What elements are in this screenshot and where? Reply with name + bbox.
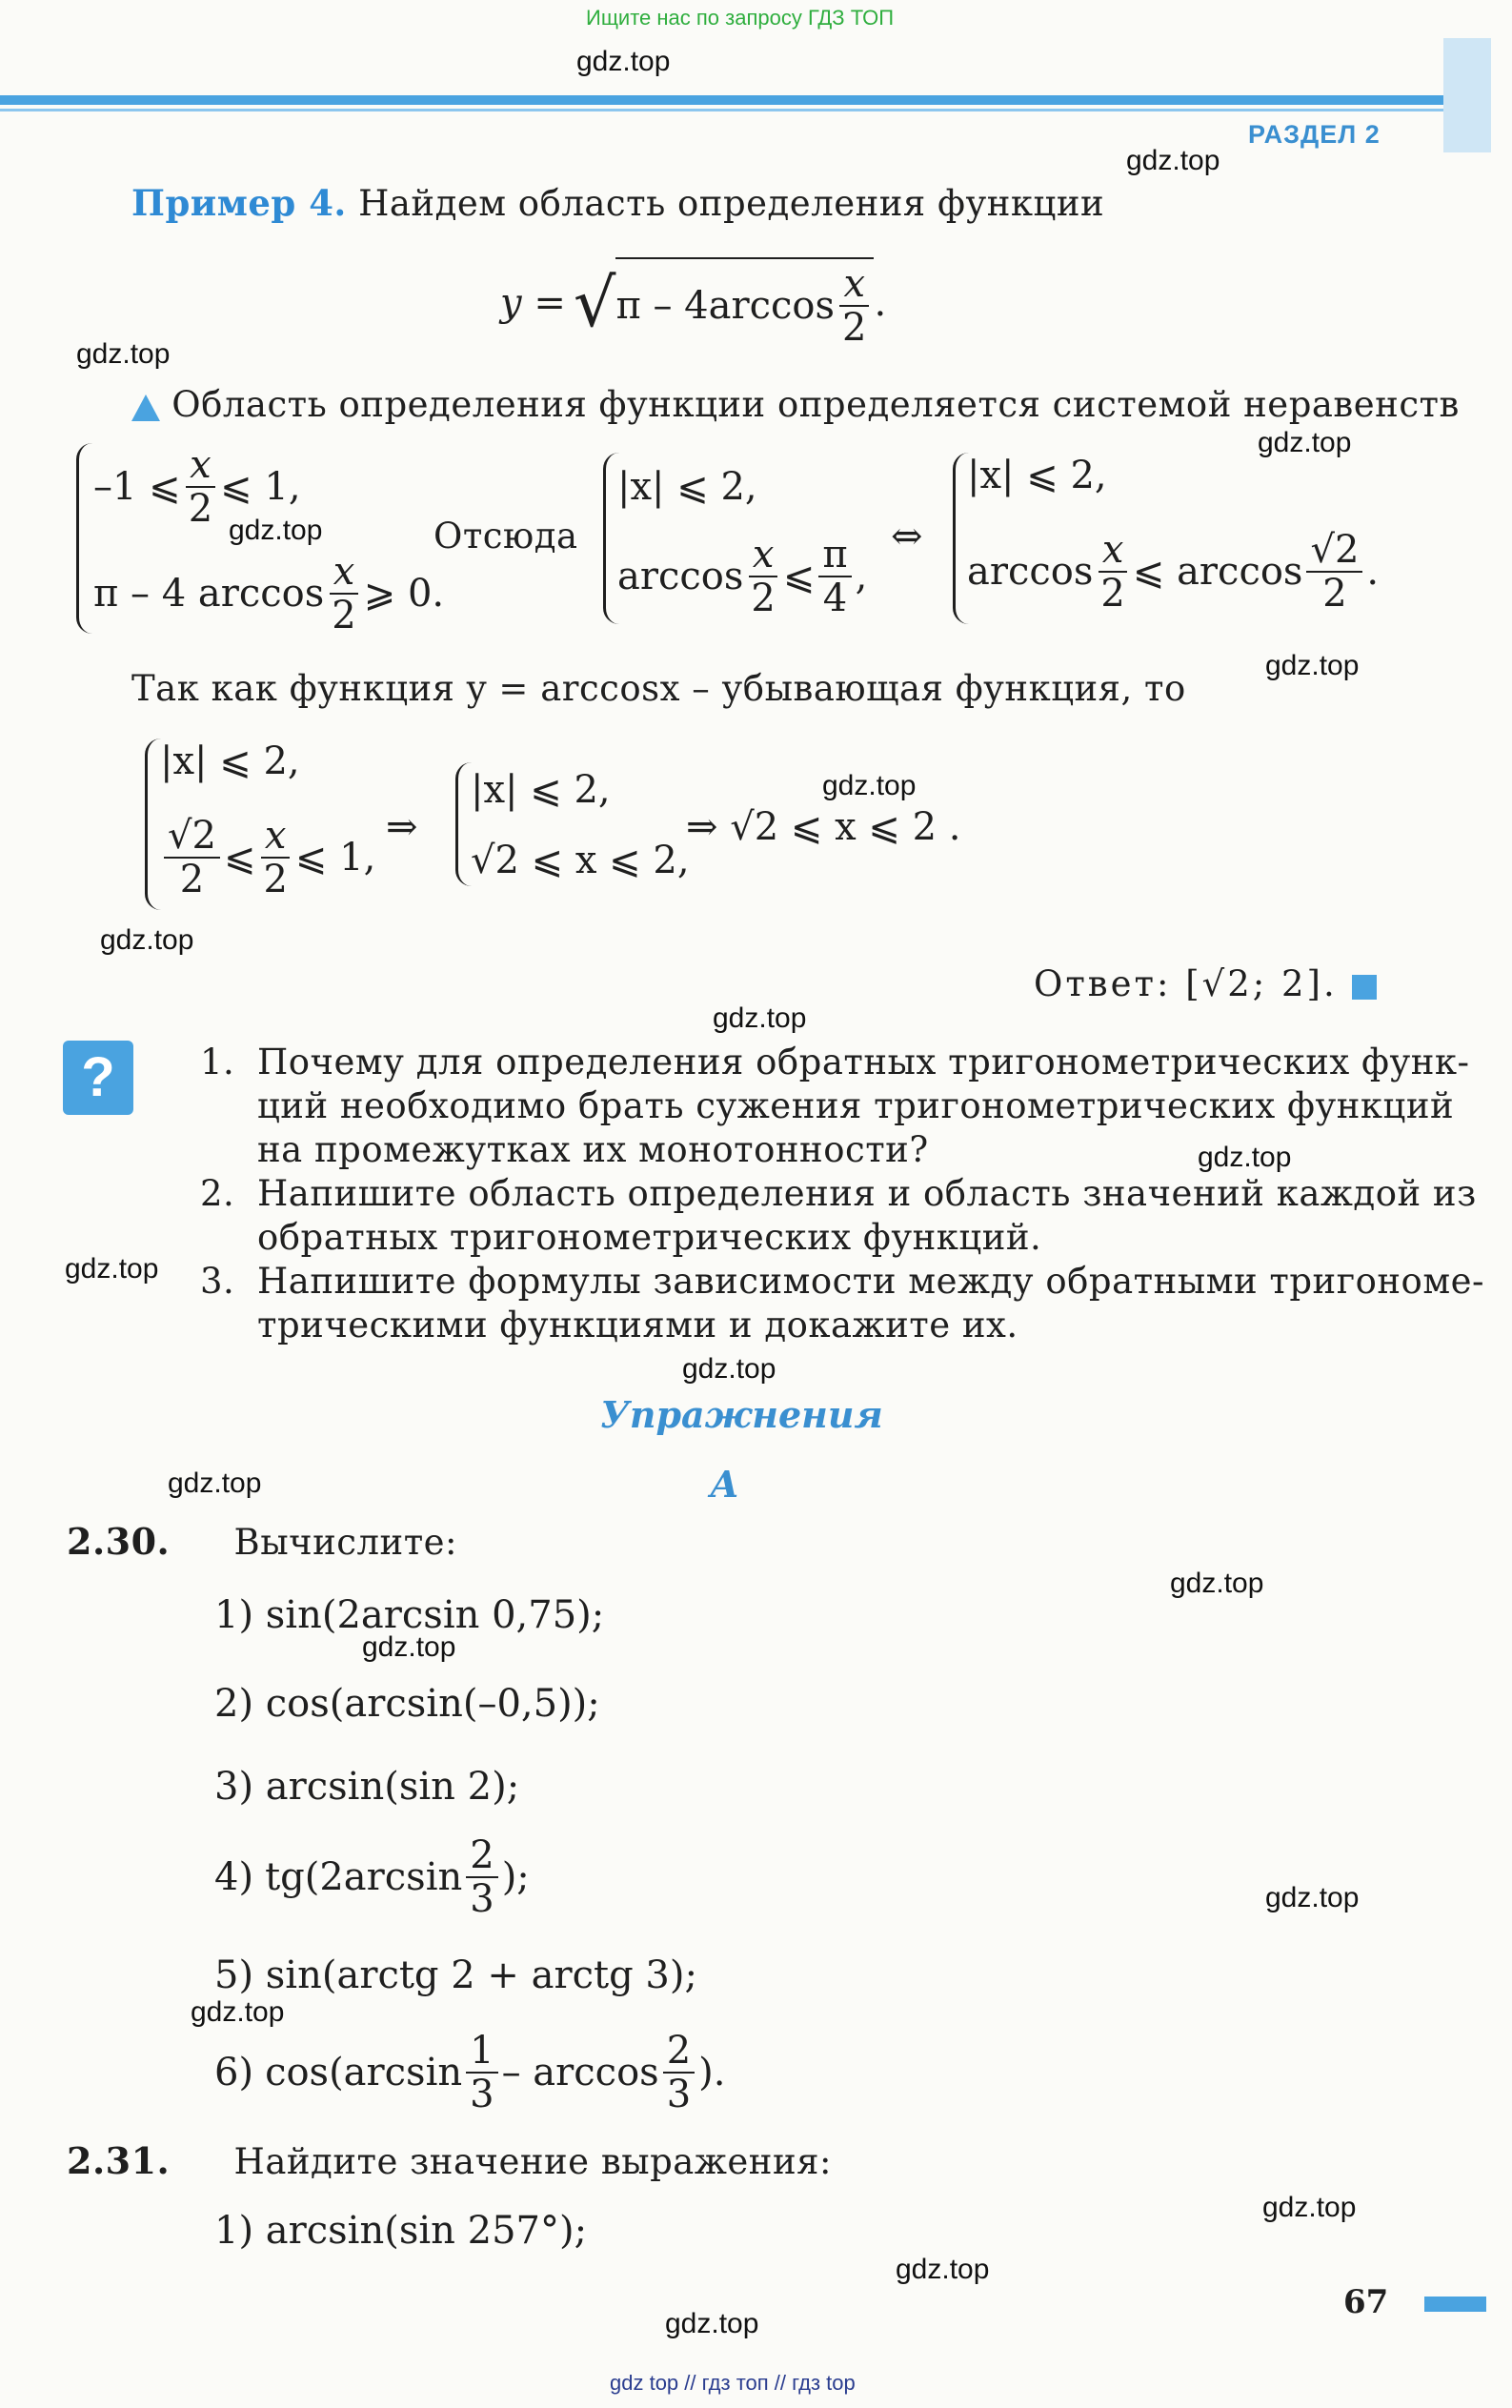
question-3-line2: трическими функциями и докажите их. xyxy=(257,1305,1018,1346)
header-bar xyxy=(0,95,1486,105)
sys4-line2-b: ⩽ xyxy=(223,836,256,880)
sys4-line2-c: ⩽ 1, xyxy=(294,836,376,880)
question-2-num: 2. xyxy=(200,1173,235,1214)
ex230-item6-frac1-den: 3 xyxy=(470,2073,494,2116)
question-1-line1: Почему для определения обратных тригонометрических функ- xyxy=(257,1042,1470,1083)
ex230-item6-frac1-num: 1 xyxy=(466,2030,497,2074)
sys2-frac2-den: 4 xyxy=(822,577,848,620)
watermark: gdz.top xyxy=(65,1253,159,1285)
formula-root: π – 4arccos xyxy=(615,284,835,328)
ex230-item4-num: 4) xyxy=(214,1855,254,1899)
sys2-frac1-den: 2 xyxy=(751,577,776,620)
sys3-frac2-den: 2 xyxy=(1322,572,1347,616)
ex230-item6-expr-a: cos(arcsin xyxy=(265,2051,463,2094)
system4-line2 xyxy=(160,815,375,900)
corner-tab xyxy=(1443,38,1491,152)
iff-symbol: ⇔ xyxy=(891,515,923,558)
watermark: gdz.top xyxy=(229,515,323,546)
watermark: gdz.top xyxy=(191,1996,285,2028)
ex230-item6-mid: – arccos xyxy=(501,2051,659,2094)
triangle-marker-icon xyxy=(131,395,160,421)
example-label: Пример 4. xyxy=(131,182,347,224)
question-2-line1: Напишите область определения и область значений каждой из xyxy=(257,1173,1477,1214)
ex230-item2-expr: cos(arcsin(–0,5)); xyxy=(265,1682,600,1726)
watermark: gdz.top xyxy=(1265,1882,1360,1913)
formula-radicand xyxy=(615,257,874,349)
sys3-frac1-den: 2 xyxy=(1100,572,1125,616)
watermark: gdz.top xyxy=(822,770,917,801)
ex230-item5 xyxy=(214,1953,697,1997)
question-1-line3: на промежутках их монотонности? xyxy=(257,1129,929,1170)
system1-line2 xyxy=(93,551,444,637)
example-intro: Найдем область определения функции xyxy=(358,183,1105,224)
question-2-line2: обратных тригонометрических функций. xyxy=(257,1217,1042,1258)
watermark: gdz.top xyxy=(896,2254,990,2285)
sys3-frac2 xyxy=(1306,529,1362,615)
watermark: gdz.top xyxy=(168,1467,262,1499)
bottom-banner: gdz top // гдз топ // гдз top xyxy=(610,2371,856,2395)
sys3-dot: . xyxy=(1366,550,1380,594)
system5-line1: |x| ⩽ 2, xyxy=(471,768,611,812)
watermark: gdz.top xyxy=(1262,2192,1357,2223)
page-number: 67 xyxy=(1343,2283,1389,2321)
sys4-frac1 xyxy=(164,815,220,900)
system-brace-4 xyxy=(145,739,161,910)
implies-symbol: ⇒ xyxy=(386,805,418,849)
system-brace-5 xyxy=(455,762,472,886)
ex230-item6-frac1 xyxy=(466,2030,497,2115)
frac-den: 2 xyxy=(842,306,867,350)
sqrt-sign: √ xyxy=(573,264,616,342)
sys1-frac2-num: x xyxy=(330,551,359,595)
frac-num: x xyxy=(839,263,869,307)
watermark: gdz.top xyxy=(1170,1568,1264,1599)
ex230-item2 xyxy=(214,1682,600,1726)
sys2-line2-b: ⩽ xyxy=(782,555,816,598)
question-icon: ? xyxy=(63,1041,133,1115)
sys1-frac2-den: 2 xyxy=(332,594,356,637)
answer-text: Ответ: [√2; 2]. xyxy=(1034,963,1338,1004)
sys1-line1-b: ⩽ 1, xyxy=(220,465,301,509)
ex230-item1-num: 1) xyxy=(214,1593,254,1637)
ex230-item6-num: 6) xyxy=(214,2051,254,2094)
formula-left: y = xyxy=(500,281,566,325)
ex230-item6-frac2-num: 2 xyxy=(663,2030,695,2074)
sys1-frac1-num: x xyxy=(186,444,215,488)
page-number-bar xyxy=(1424,2297,1486,2312)
watermark: gdz.top xyxy=(576,46,671,77)
system5-line2: √2 ⩽ x ⩽ 2, xyxy=(471,839,690,882)
ex230-item4 xyxy=(214,1834,530,1920)
sys4-frac2 xyxy=(259,815,291,900)
exercise-2-31 xyxy=(67,2139,832,2184)
header-bar-thin xyxy=(0,109,1486,111)
sys1-line2-b: ⩾ 0. xyxy=(363,572,445,616)
system-brace-1 xyxy=(76,443,92,634)
ex230-item3-expr: arcsin(sin 2); xyxy=(265,1765,520,1809)
exercise-2-30-title: Вычислите: xyxy=(233,1522,458,1563)
exercise-2-30-num: 2.30. xyxy=(67,1520,171,1563)
formula-dot: . xyxy=(874,281,887,325)
sys1-frac1 xyxy=(185,444,216,530)
sys4-frac1-num: √2 xyxy=(164,815,220,859)
formula-frac xyxy=(838,263,870,349)
question-1-line2: ций необходимо брать сужения тригонометрических функций xyxy=(257,1085,1455,1126)
system3-line1: |x| ⩽ 2, xyxy=(967,454,1107,497)
watermark: gdz.top xyxy=(100,924,194,956)
question-2 xyxy=(200,1172,1477,1260)
example-heading xyxy=(131,181,1104,226)
hence-label: Отсюда xyxy=(433,516,578,556)
ex231-item1: 1) arcsin(sin 257°); xyxy=(214,2209,588,2253)
square-marker-icon xyxy=(1352,975,1377,1000)
sys3-frac1 xyxy=(1097,529,1128,615)
watermark: gdz.top xyxy=(665,2308,759,2339)
ex230-item6-frac2-den: 3 xyxy=(666,2073,692,2116)
group-label: А xyxy=(710,1463,739,1506)
watermark: gdz.top xyxy=(1265,650,1360,681)
ex230-item6 xyxy=(214,2030,725,2115)
question-3 xyxy=(200,1260,1484,1347)
domain-text xyxy=(131,383,1460,427)
sys3-line2-a: arccos xyxy=(967,550,1094,594)
sys1-line1-a: –1 ⩽ xyxy=(93,465,181,509)
system4-line1: |x| ⩽ 2, xyxy=(160,739,300,783)
sys3-frac2-num: √2 xyxy=(1306,529,1362,573)
watermark: gdz.top xyxy=(1198,1142,1292,1173)
exercises-title: Упражнения xyxy=(600,1393,883,1436)
example-formula xyxy=(500,257,886,349)
ex230-item1-expr: sin(2arcsin 0,75); xyxy=(265,1593,605,1637)
sys2-line2-a: arccos xyxy=(617,555,744,598)
watermark: gdz.top xyxy=(682,1353,776,1385)
system2-line1: |x| ⩽ 2, xyxy=(617,465,757,509)
watermark: gdz.top xyxy=(713,1002,807,1034)
sys3-frac1-num: x xyxy=(1099,529,1128,573)
watermark: gdz.top xyxy=(1126,145,1220,176)
answer xyxy=(1034,962,1377,1006)
watermark: gdz.top xyxy=(76,338,171,370)
section-label: РАЗДЕЛ 2 xyxy=(1248,120,1381,149)
question-1-num: 1. xyxy=(200,1042,235,1083)
sys3-line2-b: ⩽ arccos xyxy=(1132,550,1303,594)
ex230-item4-expr-b: ); xyxy=(501,1855,530,1899)
result-expression: ⇒ √2 ⩽ x ⩽ 2 . xyxy=(686,805,961,849)
sys1-frac2 xyxy=(328,551,359,637)
watermark: gdz.top xyxy=(362,1631,456,1663)
exercise-2-31-title: Найдите значение выражения: xyxy=(233,2141,832,2182)
sys4-frac2-den: 2 xyxy=(263,858,288,901)
sys2-frac1-num: x xyxy=(749,534,778,577)
system2-line2 xyxy=(617,534,867,619)
sys4-frac2-num: x xyxy=(261,815,291,859)
exercise-2-30 xyxy=(67,1520,457,1565)
ex230-item4-frac-den: 3 xyxy=(470,1877,494,1921)
sys2-frac2-num: π xyxy=(818,534,851,577)
question-3-num: 3. xyxy=(200,1261,235,1302)
sys2-frac2 xyxy=(818,534,851,619)
ex230-item6-frac2 xyxy=(663,2030,695,2115)
watermark: gdz.top xyxy=(1258,427,1352,458)
question-3-line1: Напишите формулы зависимости между обратными тригономе- xyxy=(257,1261,1484,1302)
decreasing-text: Так как функция y = arccosx – убывающая функция, то xyxy=(131,668,1186,709)
sys2-frac1 xyxy=(747,534,778,619)
ex230-item3 xyxy=(214,1765,519,1809)
sys4-frac1-den: 2 xyxy=(179,858,205,901)
ex230-item6-expr-b: ). xyxy=(698,2051,726,2094)
ex230-item3-num: 3) xyxy=(214,1765,254,1809)
ex230-item4-frac-num: 2 xyxy=(466,1834,497,1878)
system3-line2 xyxy=(967,529,1379,615)
ex230-item5-num: 5) xyxy=(214,1953,254,1997)
ex230-item4-expr-a: tg(2arcsin xyxy=(265,1855,463,1899)
ex230-item5-expr: sin(arctg 2 + arctg 3); xyxy=(265,1953,697,1997)
sys2-comma: , xyxy=(855,555,868,598)
domain-text-label: Область определения функции определяется системой неравенств xyxy=(171,384,1460,425)
ex230-item4-frac xyxy=(466,1834,497,1920)
top-banner: Ищите нас по запросу ГДЗ ТОП xyxy=(586,6,895,30)
exercise-2-31-num: 2.31. xyxy=(67,2139,171,2182)
sys1-frac1-den: 2 xyxy=(188,487,213,531)
ex230-item2-num: 2) xyxy=(214,1682,254,1726)
sys1-line2-a: π – 4 arccos xyxy=(93,572,325,616)
